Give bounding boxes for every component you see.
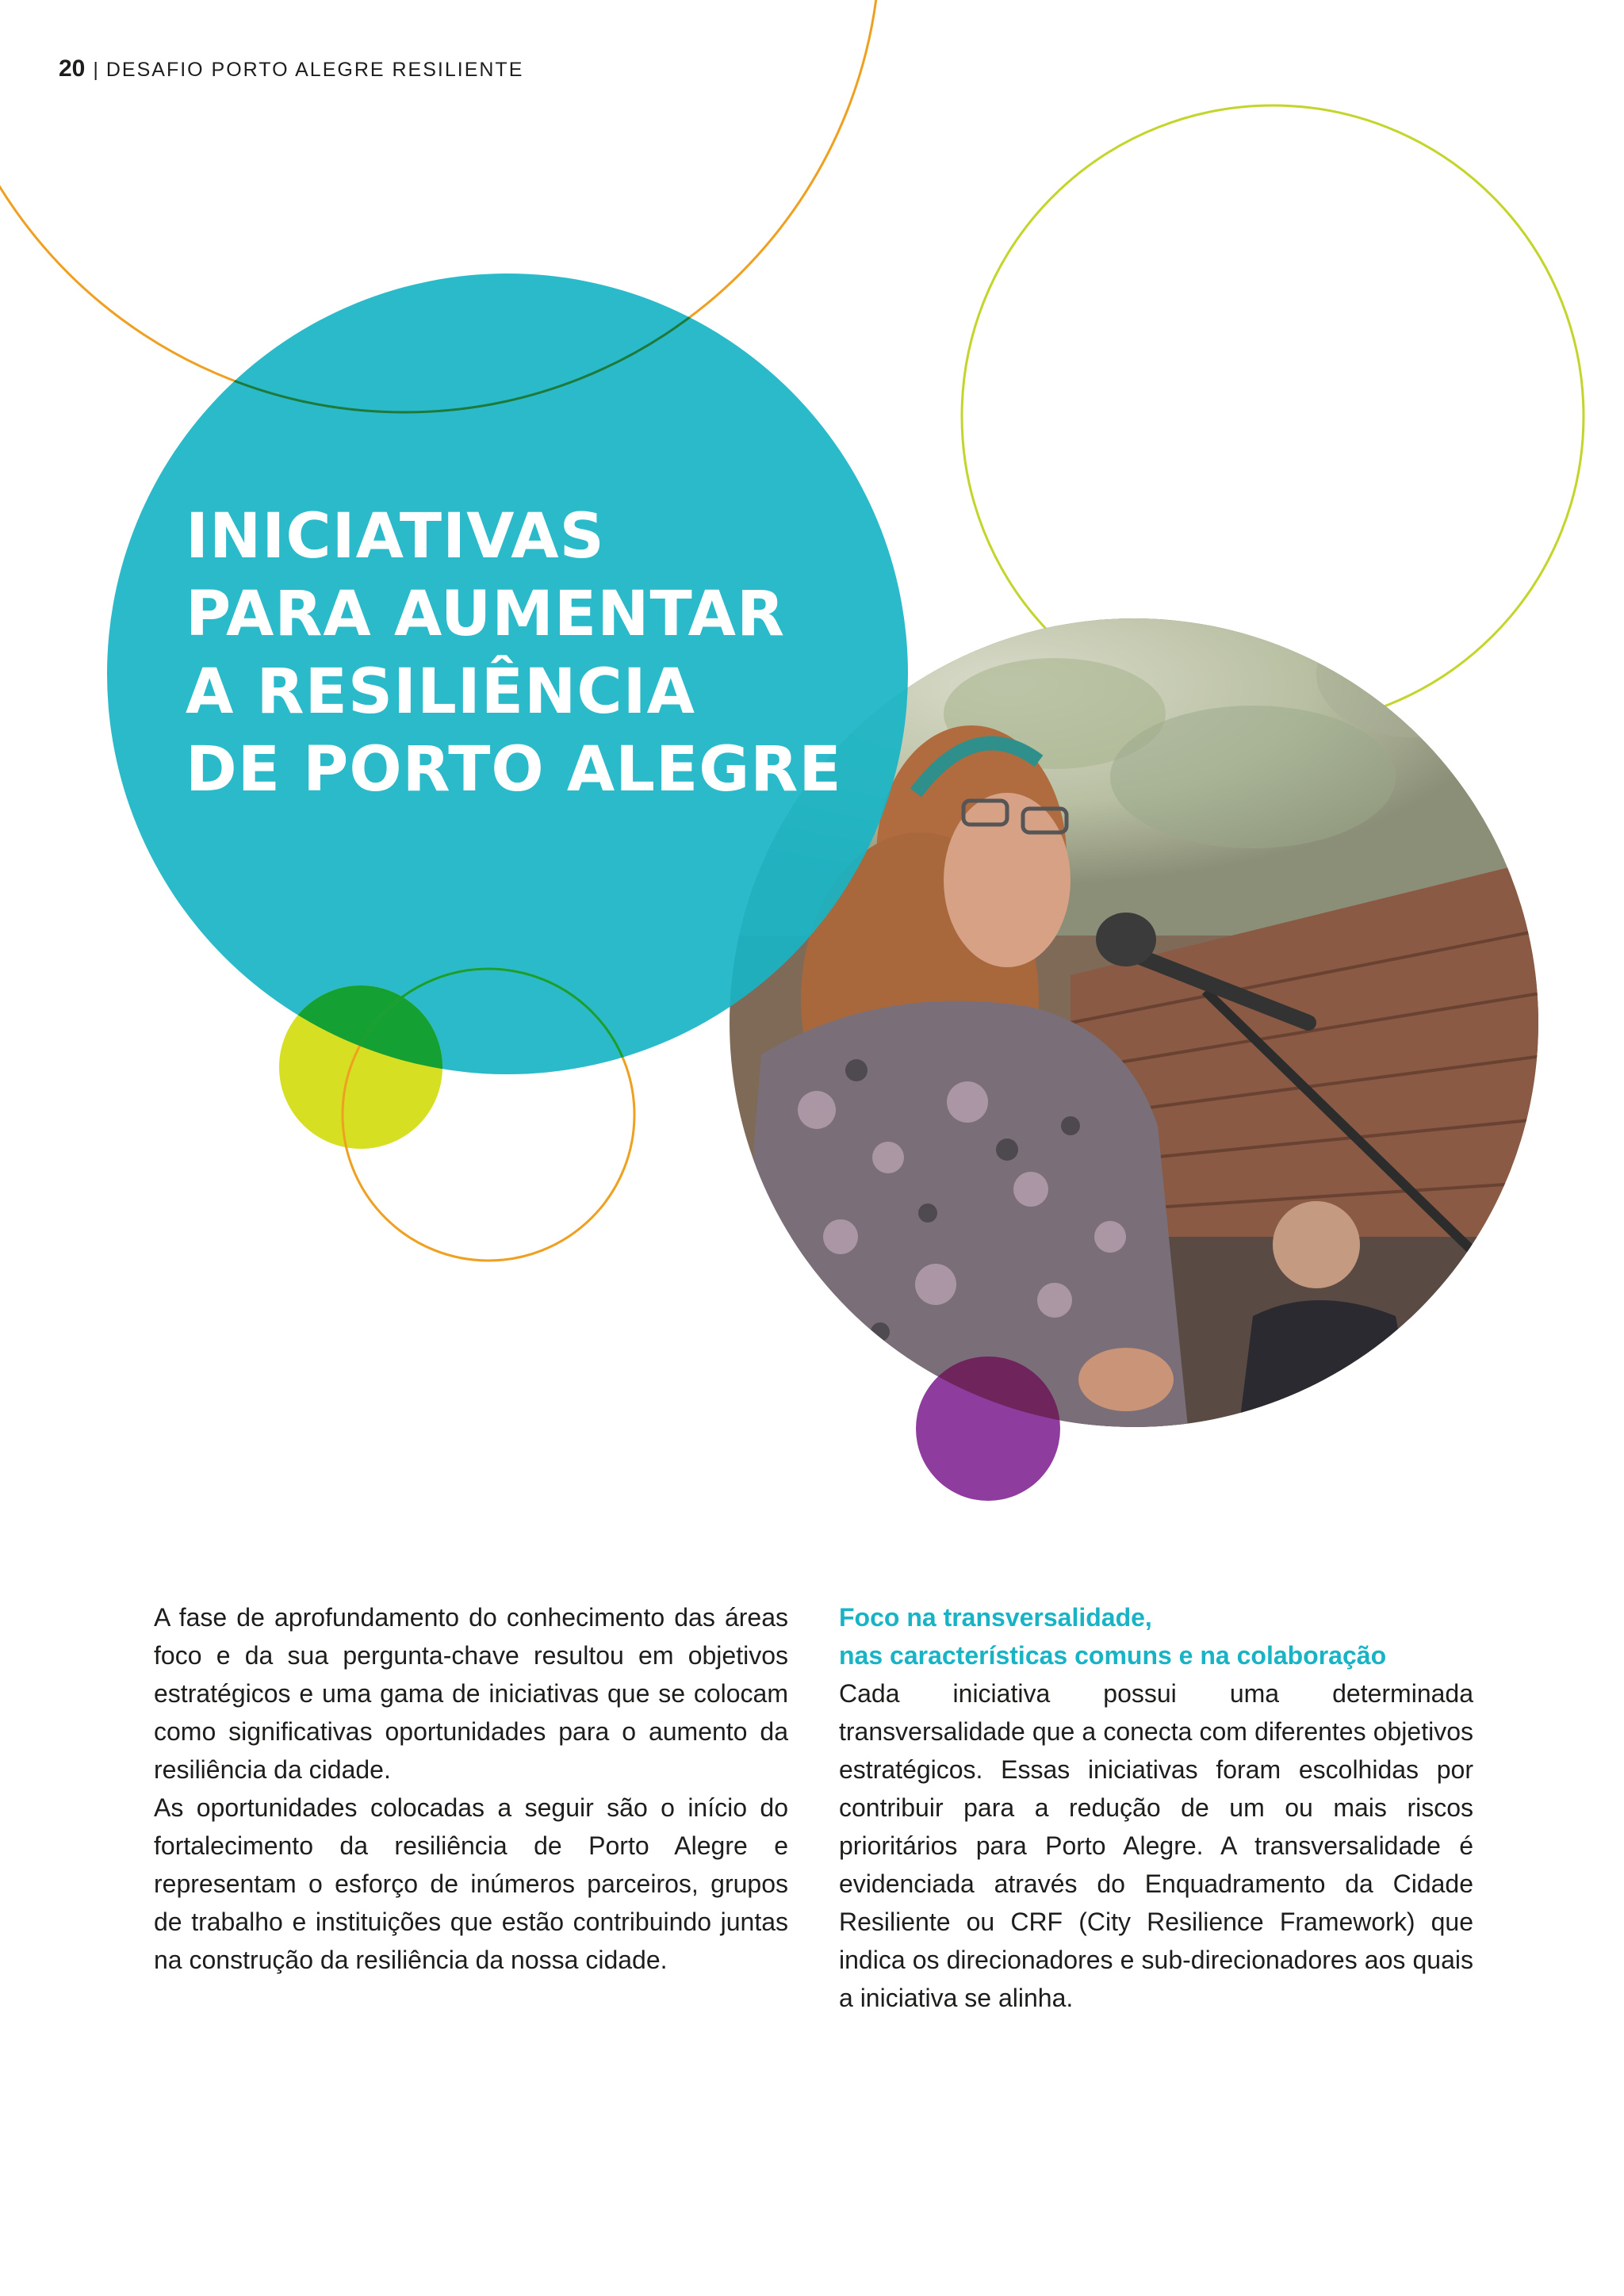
title-line: INICIATIVAS [186, 501, 605, 572]
body-paragraph: A fase de aprofundamento do conhecimento das áreas foco e da sua pergunta-chave resultou em objetivos estratégicos e uma gama de iniciativas que se colocam como significativas oportunidades para o aumento da resiliência da cidade. [154, 1603, 788, 1784]
right-column [839, 1598, 1473, 2017]
title-line: A RESILIÊNCIA [186, 656, 695, 728]
section-subheading [839, 1598, 1473, 1674]
header-separator: | [93, 59, 100, 81]
left-column [154, 1598, 788, 1979]
title-line: DE PORTO ALEGRE [186, 734, 842, 806]
subheading-line: Foco na transversalidade, [839, 1603, 1152, 1632]
body-paragraph: Cada iniciativa possui uma determinada transversalidade que a conecta com diferentes objetivos estratégicos. Essas iniciativas foram escolhidas por contribuir para a redução de um ou mais riscos prioritários para Porto Alegre. A transversalidade é evidenciada através do Enquadramento da Cidade Resiliente ou CRF (City Resilience Framework) que indica os direcionadores e sub-direcionadores aos quais a iniciativa se alinha. [839, 1679, 1473, 2012]
page-number: 20 [59, 55, 86, 82]
publication-title: DESAFIO PORTO ALEGRE RESILIENTE [105, 59, 524, 81]
page-header [59, 55, 523, 82]
title-line: PARA AUMENTAR [186, 579, 786, 650]
body-paragraph: As oportunidades colocadas a seguir são o início do fortalecimento da resiliência de Porto Alegre e representam o esforço de inúmeros parceiros, grupos de trabalho e instituições que estão contribuindo juntas na construção da resiliência da nossa cidade. [154, 1793, 788, 1974]
page-title [186, 498, 842, 809]
subheading-line: nas características comuns e na colaboração [839, 1641, 1387, 1670]
